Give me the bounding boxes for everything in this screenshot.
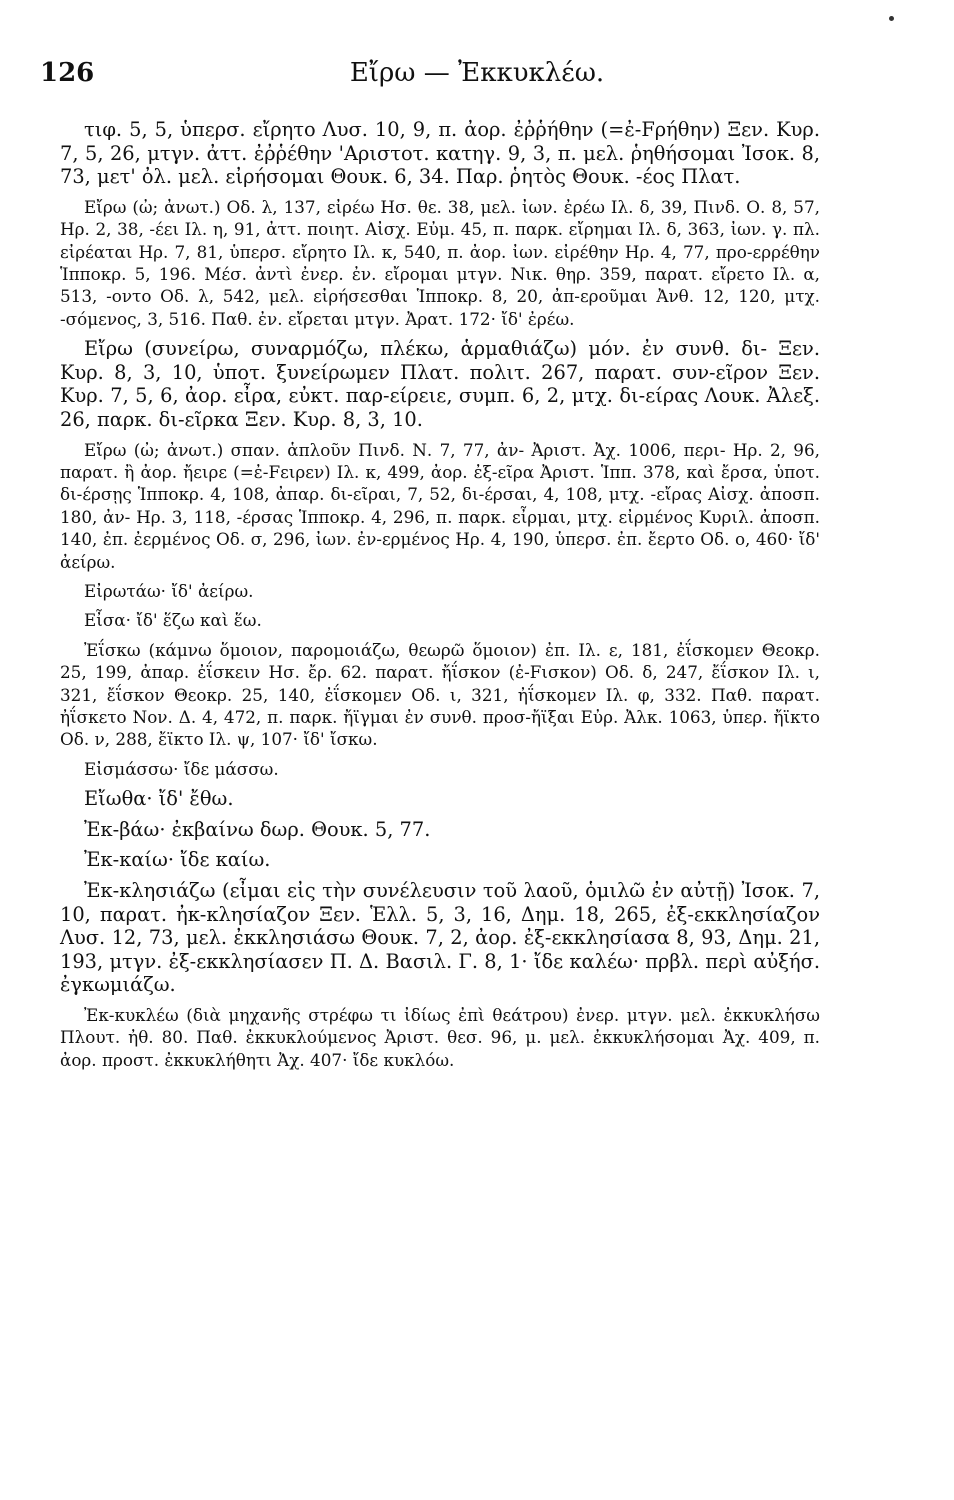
page-number: 126 xyxy=(40,58,95,88)
page-body xyxy=(60,118,820,1078)
entry-ekkaio: Ἐκ-καίω· ἴδε καίω. xyxy=(84,848,271,872)
entry-eiro-lift: Εἴρω (ὠ; ἀνωτ.) σπαν. ἁπλοῦν Πινδ. Ν. 7, 77, ἀν- Ἀριστ. Ἀχ. 1006, περι- Ηρ. 2, 96, παρατ. ἢ ἀορ. ἤειρε (=ἐ-Fειρεν) Ιλ. κ, 499, ἀορ. ἐξ-εῖρα Ἀριστ. Ἱππ. 378, καὶ ἔρσα, ὑποτ. δι-έρσῃς Ἱπποκρ. 4, 108, ἀπαρ. δι-εῖραι, 7, 52, δι-έρσαι, 4, 108, μτχ. -εἴρας Αἰσχ. ἀποσπ. 180, ἀν- Ηρ. 3, 118, -έρσας Ἱπποκρ. 4, 296, π. παρκ. εἶρμαι, μτχ. εἰρμένος Κυριλ. ἀποσπ. 140, ἐπ. ἐερμένος Οδ. σ, 296, ἰων. ἐν-ερμένος Ηρ. 4, 190, ὑπερσ. ἐπ. ἔερτο Οδ. ο, 460· ἴδ' ἀείρω. xyxy=(60,439,820,572)
entry-eirotao: Εἰρωτάω· ἴδ' ἀείρω. xyxy=(84,581,254,602)
page-header xyxy=(40,58,914,98)
entry-eiro-join: Εἴρω (συνείρω, συναρμόζω, πλέκω, ἁρμαθιάζω) μόν. ἐν συνθ. δι- Ξεν. Κυρ. 8, 3, 10, ὑποτ. ξυνείρωμεν Πλατ. πολιτ. 267, παρατ. συν-εῖρον Ξεν. Κυρ. 7, 5, 6, ἀορ. εἶρα, εὐκτ. παρ-είρειε, συμπ. 6, 2, μτχ. δι-είρας Λουκ. Ἀλεξ. 26, παρκ. δι-εῖρκα Ξεν. Κυρ. 8, 3, 10. xyxy=(60,337,820,431)
running-title: Εἴρω — Ἐκκυκλέω. xyxy=(349,58,605,88)
entry-ekkykleo: Ἐκ-κυκλέω (διὰ μηχανῆς στρέφω τι ἰδίως ἐπὶ θεάτρου) ἐνερ. μτγν. μελ. ἐκκυκλήσω Πλουτ. ἠθ. 80. Παθ. ἐκκυκλούμενος Ἀριστ. θεσ. 96, μ. μελ. ἐκκυκλήσομαι Ἀχ. 409, π. ἀορ. προστ. ἐκκυκλήθητι Ἀχ. 407· ἴδε κυκλόω. xyxy=(60,1005,820,1070)
entry-ekklesiazo: Ἐκ-κλησιάζω (εἶμαι εἰς τὴν συνέλευσιν τοῦ λαοῦ, ὁμιλῶ ἐν αὐτῇ) Ἰσοκ. 7, 10, παρατ. ἠκ-κλησίαζον Ξεν. Ἑλλ. 5, 3, 16, Δημ. 18, 265, ἐξ-εκκλησίαζον Λυσ. 12, 73, μελ. ἐκκλησιάσω Θουκ. 7, 2, ἀορ. ἐξ-εκκλησίασα 8, 93, Δημ. 21, 193, μτγν. ἐξ-εκκλησίασεν Π. Δ. Βασιλ. Γ. 8, 1· ἴδε καλέω· πρβλ. περὶ αὐξήσ. ἐγκωμιάζω. xyxy=(60,879,820,997)
entry-eismasso: Εἰσμάσσω· ἴδε μάσσω. xyxy=(84,758,279,779)
entry-eiro-speak: Εἴρω (ὠ; ἀνωτ.) Οδ. λ, 137, εἰρέω Ησ. θε. 38, μελ. ἰων. ἐρέω Ιλ. δ, 39, Πινδ. Ο. 8, 57, Ηρ. 2, 38, -έει Ιλ. η, 91, ἀττ. ποιητ. Αἰσχ. Εὐμ. 45, π. παρκ. εἴρημαι Ιλ. δ, 363, ἰων. γ. πλ. εἰρέαται Ηρ. 7, 81, ὑπερσ. εἴρητο Ιλ. κ, 540, π. ἀορ. ἰων. εἰρέθην Ηρ. 4, 77, προ-ερρέθην Ἱπποκρ. 5, 196. Μέσ. ἀντὶ ἐνερ. ἐν. εἴρομαι μτγν. Νικ. θηρ. 359, παρατ. εἴρετο Ιλ. α, 513, -οντο Οδ. λ, 542, μελ. εἰρήσεσθαι Ἱπποκρ. 8, 20, ἀπ-εροῦμαι Ἀνθ. 12, 120, μτχ. -σόμενος, 3, 516. Παθ. ἐν. εἴρεται μτγν. Ἀρατ. 172· ἴδ' ἐρέω. xyxy=(60,196,820,329)
entry-eisa: Εἶσα· ἴδ' ἕζω καὶ ἕω. xyxy=(84,610,262,631)
entry-eisko: Ἐΐσκω (κάμνω ὅμοιον, παρομοιάζω, θεωρῶ ὅμοιον) ἐπ. Ιλ. ε, 181, ἐΐσκομεν Θεοκρ. 25, 199, ἀπαρ. ἐΐσκειν Ησ. ἔρ. 62. παρατ. ἤΐσκον (ἐ-Fισκον) Οδ. δ, 247, ἔΐσκον Ιλ. ι, 321, ἔΐσκον Θεοκρ. 25, 140, ἐΐσκομεν Οδ. ι, 321, ἠΐσκομεν Ιλ. φ, 332. Παθ. παρατ. ἠΐσκετο Νον. Δ. 4, 472, π. παρκ. ἤϊγμαι ἐν συνθ. προσ-ἤϊξαι Εὐρ. Ἀλκ. 1063, ὑπερ. ἤϊκτο Οδ. ν, 288, ἔϊκτο Ιλ. ψ, 107· ἴδ' ἴσκω. xyxy=(60,639,820,750)
ink-speck xyxy=(889,16,894,21)
entry-continuation: τιφ. 5, 5, ὑπερσ. εἴρητο Λυσ. 10, 9, π. ἀορ. ἐῤῥήθην (=ἐ-Fρήθην) Ξεν. Κυρ. 7, 5, 26, μτγν. ἀττ. ἐῤῥέθην 'Αριστοτ. κατηγ. 9, 3, π. μελ. ῥηθήσομαι Ἰσοκ. 8, 73, μετ' ὀλ. μελ. εἰρήσομαι Θουκ. 6, 34. Παρ. ῥητὸς Θουκ. -έος Πλατ. xyxy=(60,118,820,189)
entry-eiotha: Εἴωθα· ἴδ' ἔθω. xyxy=(84,787,234,811)
entry-ekbao: Ἐκ-βάω· ἐκβαίνω δωρ. Θουκ. 5, 77. xyxy=(84,817,431,841)
